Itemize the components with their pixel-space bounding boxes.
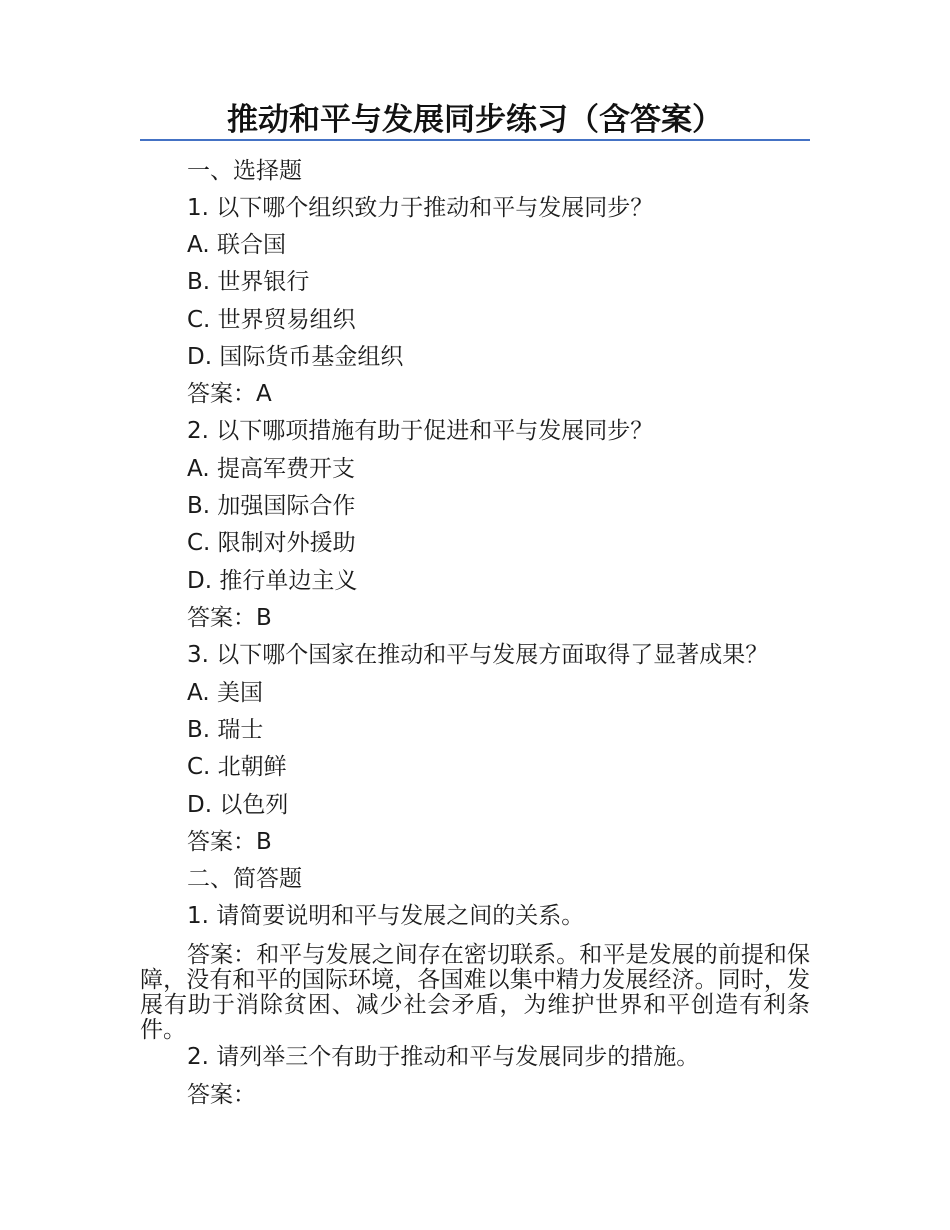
question-3-option-a: A. 美国 — [187, 680, 263, 706]
section-heading-short-answer: 二、简答题 — [187, 866, 302, 892]
question-2-option-a: A. 提高军费开支 — [187, 456, 355, 482]
document-title: 推动和平与发展同步练习（含答案） — [227, 102, 723, 138]
question-1-answer: 答案：A — [187, 381, 272, 407]
short-question-1: 1. 请简要说明和平与发展之间的关系。 — [187, 903, 585, 929]
question-3-option-d: D. 以色列 — [187, 792, 289, 818]
question-2-option-c: C. 限制对外援助 — [187, 530, 356, 556]
short-question-2: 2. 请列举三个有助于推动和平与发展同步的措施。 — [187, 1044, 700, 1070]
question-1-option-d: D. 国际货币基金组织 — [187, 344, 404, 370]
short-question-2-answer: 答案： — [187, 1082, 256, 1108]
question-1-option-c: C. 世界贸易组织 — [187, 307, 356, 333]
question-3: 3. 以下哪个国家在推动和平与发展方面取得了显著成果？ — [187, 642, 769, 668]
question-1: 1. 以下哪个组织致力于推动和平与发展同步？ — [187, 195, 654, 221]
title-underline — [140, 139, 810, 141]
question-1-option-a: A. 联合国 — [187, 232, 286, 258]
question-2-answer: 答案：B — [187, 605, 272, 631]
question-3-option-b: B. 瑞士 — [187, 717, 264, 743]
question-2: 2. 以下哪项措施有助于促进和平与发展同步？ — [187, 418, 654, 444]
question-2-option-d: D. 推行单边主义 — [187, 568, 358, 594]
question-1-option-b: B. 世界银行 — [187, 269, 310, 295]
question-2-option-b: B. 加强国际合作 — [187, 493, 356, 519]
question-3-option-c: C. 北朝鲜 — [187, 754, 287, 780]
section-heading-choice: 一、选择题 — [187, 158, 302, 184]
short-question-1-answer: 答案：和平与发展之间存在密切联系。和平是发展的前提和保障，没有和平的国际环境，各国难以集中精力发展经济。同时，发展有助于消除贫困、减少社会矛盾，为维护世界和平创造有利条件。 — [140, 942, 810, 1043]
question-3-answer: 答案：B — [187, 829, 272, 855]
